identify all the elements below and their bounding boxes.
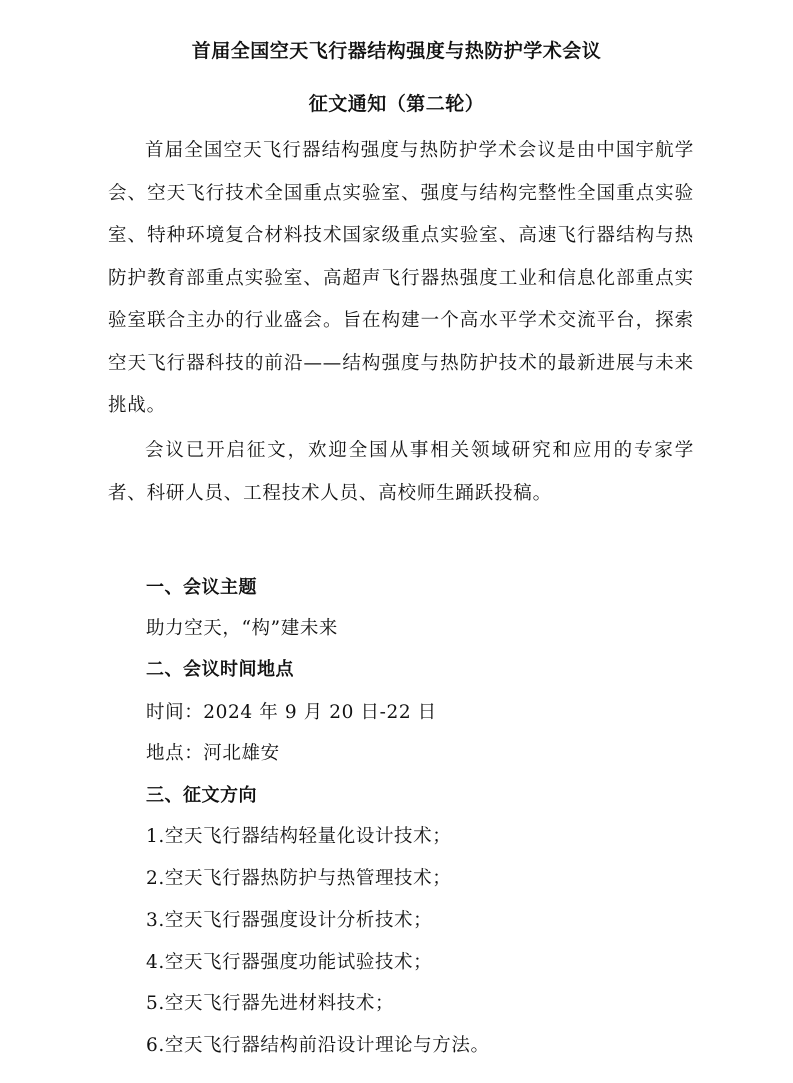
document-title: 首届全国空天飞行器结构强度与热防护学术会议 [191, 40, 602, 62]
topic-item: 3.空天飞行器强度设计分析技术； [146, 910, 433, 931]
section-heading-topics: 三、征文方向 [146, 785, 257, 806]
topic-item: 4.空天飞行器强度功能试验技术； [146, 952, 433, 973]
topic-item: 2.空天飞行器热防护与热管理技术； [146, 868, 452, 889]
section-heading-theme: 一、会议主题 [146, 577, 257, 598]
section-heading-time-place: 二、会议时间地点 [146, 659, 294, 680]
topic-item: 5.空天飞行器先进材料技术； [146, 993, 395, 1014]
conference-place: 地点：河北雄安 [146, 743, 280, 764]
intro-paragraph: 首届全国空天飞行器结构强度与热防护学术会议是由中国宇航学会、空天飞行技术全国重点实验室、强度与结构完整性全国重点实验室、特种环境复合材料技术国家级重点实验室、高速飞行器结构与热防护教育部重点实验室、高超声飞行器热强度工业和信息化部重点实验室联合主办的行业盛会。旨在构建一个高水平学术交流平台，探索空天飞行器科技的前沿——结构强度与热防护技术的最新进展与未来挑战。 [108, 140, 694, 416]
document-subtitle: 征文通知（第二轮） [308, 93, 485, 115]
topic-item: 6.空天飞行器结构前沿设计理论与方法。 [146, 1035, 490, 1056]
conference-time: 时间：2024 年 9 月 20 日-22 日 [146, 702, 437, 723]
theme-content: 助力空天，“构”建未来 [146, 618, 339, 639]
topic-item: 1.空天飞行器结构轻量化设计技术； [146, 826, 452, 847]
call-for-papers-paragraph: 会议已开启征文，欢迎全国从事相关领域研究和应用的专家学者、科研人员、工程技术人员、高校师生踊跃投稿。 [108, 440, 694, 504]
